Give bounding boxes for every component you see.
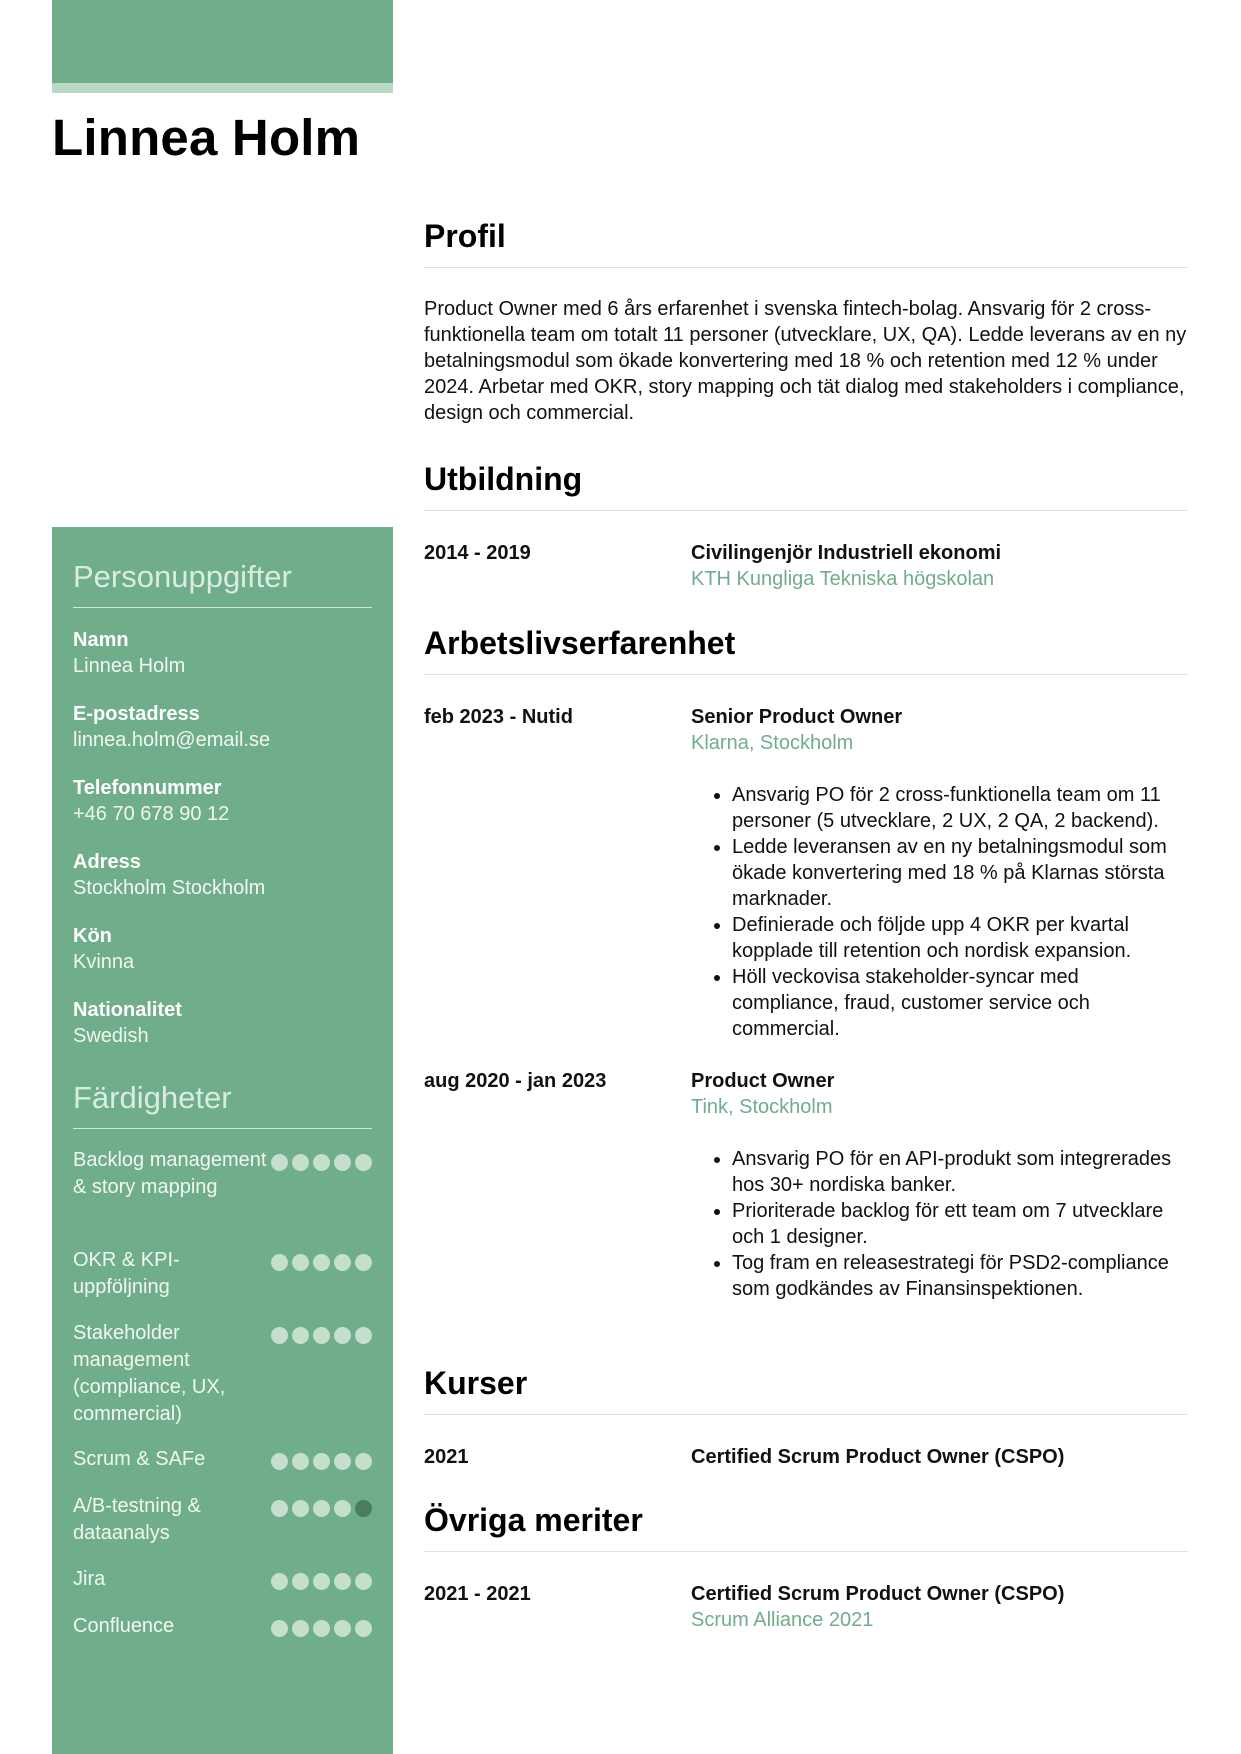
rating-dot-filled (355, 1327, 372, 1344)
skill-rating (271, 1620, 372, 1637)
skill-item (73, 1446, 372, 1473)
entry-body (691, 540, 1188, 592)
rating-dot-filled (334, 1573, 351, 1590)
header-color-block (52, 0, 393, 83)
rating-dot-filled (271, 1254, 288, 1271)
sidebar (52, 527, 393, 1754)
experience-heading: Arbetslivserfarenhet (424, 625, 1188, 675)
skill-name: OKR & KPI-uppföljning (73, 1249, 180, 1298)
rating-dot-filled (271, 1154, 288, 1171)
skill-rating (271, 1327, 372, 1344)
personal-value: +46 70 678 90 12 (73, 803, 230, 825)
personal-info-heading: Personuppgifter (73, 559, 372, 608)
achievement-item: • Ledde leveransen av en ny betalningsmodul som ökade konvertering med 18 % på Klarnas största marknader. (732, 834, 1188, 912)
entry-date: 2014 - 2019 (424, 542, 531, 564)
rating-dot-filled (292, 1620, 309, 1637)
rating-dot-filled (334, 1154, 351, 1171)
personal-value: linnea.holm@email.se (73, 729, 271, 751)
skill-name: Jira (73, 1568, 106, 1590)
rating-dot-filled (271, 1500, 288, 1517)
personal-value: Linnea Holm (73, 655, 186, 677)
entry-title: Certified Scrum Product Owner (CSPO) (691, 1583, 1065, 1605)
achievement-item: • Ansvarig PO för 2 cross-funktionella team om 11 personer (5 utvecklare, 2 UX, 2 QA, 2 backend). (732, 782, 1188, 834)
entry-title: Product Owner (691, 1070, 835, 1092)
rating-dot-filled (355, 1620, 372, 1637)
rating-dot-filled (355, 1573, 372, 1590)
achievement-item: • Ansvarig PO för en API-produkt som integrerades hos 30+ nordiska banker. (732, 1146, 1188, 1198)
rating-dot-filled (334, 1327, 351, 1344)
personal-value: Stockholm Stockholm (73, 877, 266, 899)
rating-dot-filled (292, 1573, 309, 1590)
skill-rating (271, 1154, 372, 1171)
achievement-list (691, 782, 1188, 1042)
skill-item (73, 1613, 372, 1640)
personal-item-email (73, 701, 372, 753)
rating-dot-filled (292, 1453, 309, 1470)
skill-name: Stakeholder management (compliance, UX, commercial) (73, 1322, 226, 1425)
skill-item (73, 1566, 372, 1593)
rating-dot-filled (271, 1573, 288, 1590)
entry-title: Certified Scrum Product Owner (CSPO) (691, 1446, 1065, 1468)
skill-name: Confluence (73, 1615, 175, 1637)
candidate-name: Linnea Holm (52, 109, 361, 166)
skill-rating (271, 1254, 372, 1271)
other-merits-heading: Övriga meriter (424, 1502, 1188, 1552)
rating-dot-filled (334, 1620, 351, 1637)
personal-label: Adress (73, 851, 141, 873)
rating-dot-filled (313, 1327, 330, 1344)
achievement-list (691, 1146, 1188, 1302)
entry-subtitle: KTH Kungliga Tekniska högskolan (691, 568, 995, 590)
personal-value: Kvinna (73, 951, 135, 973)
rating-dot-empty (355, 1500, 372, 1517)
personal-item-name (73, 627, 372, 679)
entry-subtitle: Scrum Alliance 2021 (691, 1609, 874, 1631)
skill-name: A/B-testning & dataanalys (73, 1495, 201, 1544)
achievement-item: • Definierade och följde upp 4 OKR per kvartal kopplade till retention och nordisk expansion. (732, 912, 1188, 964)
rating-dot-filled (313, 1620, 330, 1637)
skill-item (73, 1147, 372, 1201)
entry-title: Senior Product Owner (691, 706, 903, 728)
skill-rating (271, 1453, 372, 1470)
rating-dot-filled (271, 1620, 288, 1637)
skills-heading: Färdigheter (73, 1080, 372, 1129)
rating-dot-filled (313, 1453, 330, 1470)
header-accent-strip (52, 83, 393, 93)
rating-dot-filled (271, 1327, 288, 1344)
rating-dot-filled (292, 1500, 309, 1517)
rating-dot-filled (355, 1254, 372, 1271)
entry-date: 2021 - 2021 (424, 1583, 531, 1605)
rating-dot-filled (313, 1254, 330, 1271)
entry-date: aug 2020 - jan 2023 (424, 1070, 607, 1092)
skill-name: Scrum & SAFe (73, 1448, 206, 1470)
entry-body (691, 1444, 1188, 1470)
personal-item-address (73, 849, 372, 901)
achievement-item: • Höll veckovisa stakeholder-syncar med compliance, fraud, customer service och commercial. (732, 964, 1188, 1042)
rating-dot-filled (334, 1254, 351, 1271)
rating-dot-filled (334, 1500, 351, 1517)
achievement-item: • Tog fram en releasestrategi för PSD2-compliance som godkändes av Finansinspektionen. (732, 1250, 1188, 1302)
skill-rating (271, 1500, 372, 1517)
entry-subtitle: Tink, Stockholm (691, 1096, 833, 1118)
rating-dot-filled (313, 1500, 330, 1517)
rating-dot-filled (334, 1453, 351, 1470)
rating-dot-filled (355, 1453, 372, 1470)
entry-body (691, 1581, 1188, 1633)
achievement-item: • Prioriterade backlog för ett team om 7 utvecklare och 1 designer. (732, 1198, 1188, 1250)
profile-summary: Product Owner med 6 års erfarenhet i svenska fintech-bolag. Ansvarig för 2 cross-funktionella team om totalt 11 personer (utvecklare, UX, QA). Ledde leverans av en ny betalningsmodul som ökade konvertering med 18 % och retention med 12 % under 2024. Arbetar med OKR, story mapping och tät dialog med stakeholders i compliance, design och commercial. (424, 298, 1187, 424)
rating-dot-filled (292, 1154, 309, 1171)
personal-item-nationality (73, 997, 372, 1049)
entry-subtitle: Klarna, Stockholm (691, 732, 854, 754)
rating-dot-filled (313, 1154, 330, 1171)
personal-item-phone (73, 775, 372, 827)
entry-date: feb 2023 - Nutid (424, 706, 573, 728)
entry-body (691, 704, 1188, 1042)
skill-rating (271, 1573, 372, 1590)
rating-dot-filled (313, 1573, 330, 1590)
personal-label: Telefonnummer (73, 777, 222, 799)
personal-item-gender (73, 923, 372, 975)
personal-label: Namn (73, 629, 129, 651)
entry-date: 2021 (424, 1446, 469, 1468)
skill-name: Backlog management & story mapping (73, 1149, 267, 1198)
courses-heading: Kurser (424, 1365, 1188, 1415)
personal-label: E-postadress (73, 703, 200, 725)
rating-dot-filled (271, 1453, 288, 1470)
skill-item (73, 1493, 372, 1547)
rating-dot-filled (292, 1327, 309, 1344)
entry-title: Civilingenjör Industriell ekonomi (691, 542, 1002, 564)
entry-body (691, 1068, 1188, 1302)
personal-label: Nationalitet (73, 999, 182, 1021)
skill-item (73, 1320, 372, 1428)
skill-item (73, 1247, 372, 1301)
personal-value: Swedish (73, 1025, 149, 1047)
profile-heading: Profil (424, 218, 1188, 268)
education-heading: Utbildning (424, 461, 1188, 511)
rating-dot-filled (355, 1154, 372, 1171)
personal-label: Kön (73, 925, 112, 947)
rating-dot-filled (292, 1254, 309, 1271)
